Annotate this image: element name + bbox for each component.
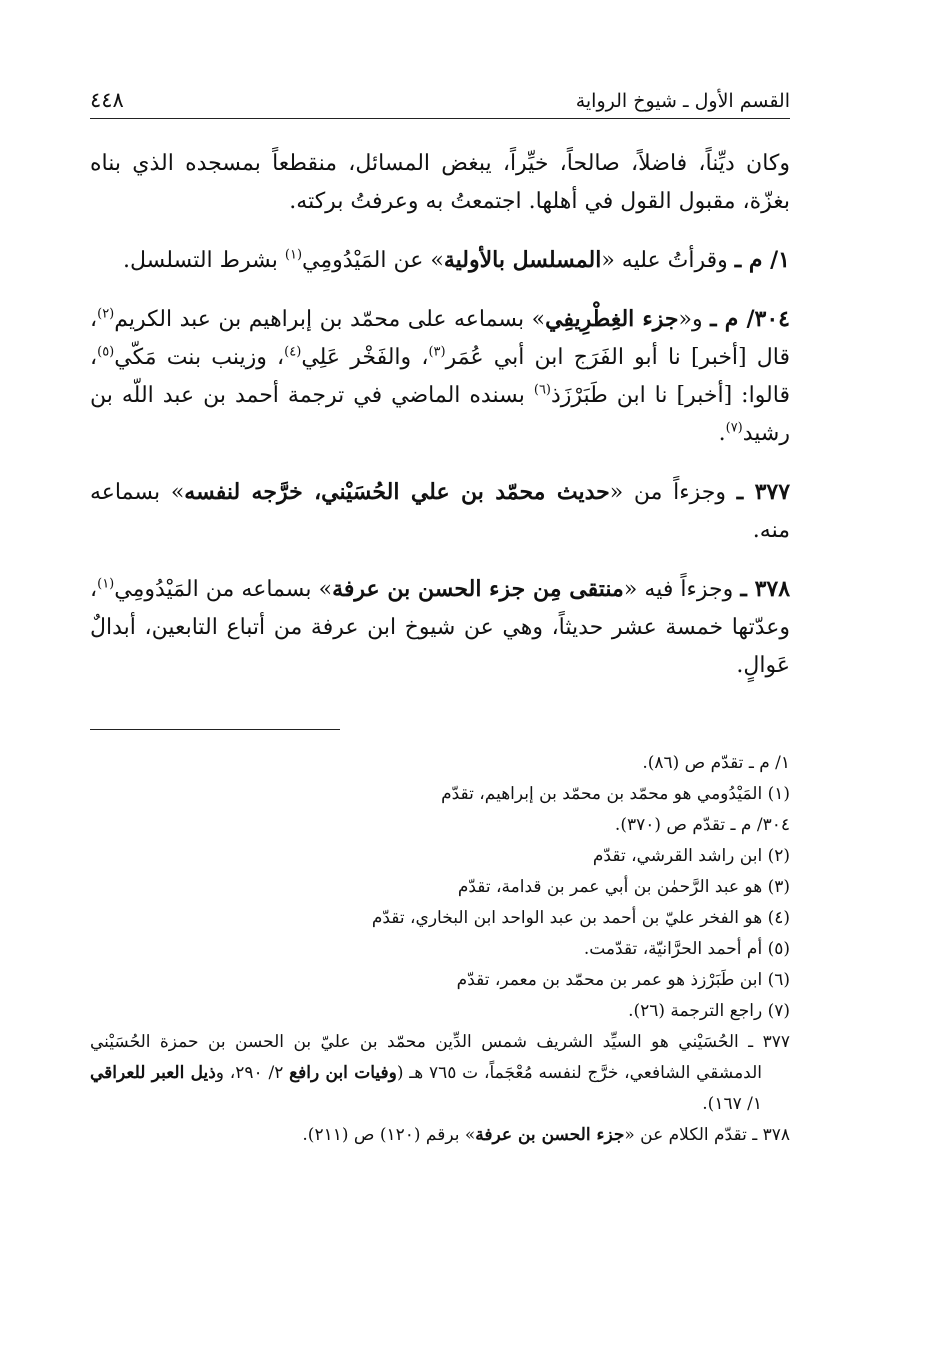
work-title: جزء الغِطْرِيفِي xyxy=(545,306,679,332)
footnote-377 xyxy=(90,1027,790,1120)
footnote: (٣) هو عبد الرَّحمٰن بن أبي عمر بن قدامة، تقدّم xyxy=(457,877,790,897)
entry-377 xyxy=(90,473,790,550)
footnote-378 xyxy=(90,1120,790,1151)
cited-work: جزء الحسن بن عرفة xyxy=(475,1125,625,1145)
footnote: (١) المَيْدُومي هو محمّد بن محمّد بن إبراهيم، تقدّم xyxy=(441,784,790,804)
entry-text: و« xyxy=(678,307,703,332)
footnote-ref: (٤) xyxy=(284,344,302,360)
work-title: المسلسل بالأولية xyxy=(443,247,602,273)
page-number: ٤٤٨ xyxy=(90,88,124,112)
entry-text: » بسماعه منه. xyxy=(90,480,790,543)
entry-text: وجزءاً فيه « xyxy=(623,577,734,602)
cited-work: ذيل العبر للعراقي xyxy=(90,1063,216,1083)
footnote-text: » برقم (١٢٠) ص (٢١١). xyxy=(302,1125,476,1145)
entry-text: ، وعدّتها خمسة عشر حديثاً، وهي عن شيوخ ابن عرفة من أتباع التابعين، أبدالٌ عَوالٍ. xyxy=(90,577,790,678)
work-title: حديث محمّد بن علي الحُسَيْني، خرَّجه لنفسه xyxy=(184,479,610,505)
entry-text: وقرأتُ عليه « xyxy=(601,248,728,273)
footnote-separator xyxy=(90,729,340,730)
entry-text: ، والفَخْر عَلِي xyxy=(301,345,429,370)
entry-text: ، قال [أخبر] نا أبو الفَرَج ابن أبي عُمَر xyxy=(90,307,791,370)
footnote-text: ٢/ ٢٩٠، و xyxy=(215,1063,284,1083)
entry-text: بشرط التسلسل. xyxy=(123,248,278,273)
footnotes xyxy=(90,748,790,1151)
paragraph-biography: وكان ديِّناً، فاضلاً، صالحاً، خيِّراً، يبغض المسائل، منقطعاً بمسجده الذي بناه بغزّة، مقبول القول في أهلها. اجتمعتُ به وعرفتُ بركته. xyxy=(90,151,790,214)
footnote: (٤) هو الفخر عليّ بن أحمد بن عبد الواحد ابن البخاري، تقدّم xyxy=(371,908,790,928)
entry-378 xyxy=(90,570,790,685)
entry-text: . xyxy=(718,421,726,446)
footnote-ref: (٣) xyxy=(428,344,446,360)
main-text xyxy=(90,145,790,685)
entry-number: ١/ م ـ xyxy=(734,247,790,273)
running-header xyxy=(90,88,790,119)
cited-work: وفيات ابن رافع xyxy=(289,1063,397,1083)
footnote: ١/ م ـ تقدّم ص (٨٦). xyxy=(642,753,790,773)
entry-304 xyxy=(90,300,790,453)
entry-text: ، وزينب بنت مَكّي xyxy=(114,345,285,370)
footnote-ref: (٦) xyxy=(533,382,551,398)
entry-text: » بسماعه على محمّد بن إبراهيم بن عبد الكريم xyxy=(114,307,546,332)
footnote-ref: (١) xyxy=(97,576,115,592)
work-title: منتقى مِن جزء الحسن بن عرفة xyxy=(332,576,624,602)
page xyxy=(90,88,790,1151)
entry-text: وجزءاً من « xyxy=(609,480,726,505)
entry-1 xyxy=(90,241,790,280)
entry-number: ٣٠٤/ م ـ xyxy=(710,306,790,332)
footnote-ref: (٧) xyxy=(725,420,743,436)
footnote-text: ٣٧٨ ـ تقدّم الكلام عن « xyxy=(624,1125,790,1145)
footnote-text: ١/ ١٦٧). xyxy=(702,1094,762,1114)
footnote-ref: (٥) xyxy=(97,344,115,360)
entry-number: ٣٧٨ ـ xyxy=(740,576,791,602)
footnote: (٧) راجع الترجمة (٢٦). xyxy=(628,1001,790,1021)
running-title: القسم الأول ـ شيوخ الرواية xyxy=(575,90,790,112)
entry-text: » بسماعه من المَيْدُومِي xyxy=(114,577,333,602)
entry-text: ، قالوا: [أخبر] نا ابن طَبَرْزَذ xyxy=(90,345,790,408)
footnote-ref: (١) xyxy=(284,247,303,263)
footnote: (٢) ابن راشد القرشي، تقدّم xyxy=(592,846,790,866)
footnote: (٥) أم أحمد الحرَّانيّة، تقدّمت. xyxy=(583,939,790,959)
footnote-text: ٣٧٧ ـ الحُسَيْني هو السيِّد الشريف شمس الدِّين محمّد بن عليّ بن الحسن بن حمزة الحُسَيْني الدمشقي الشافعي، خرَّج لنفسه مُعْجَماً، ت ٧٦٥ هـ ( xyxy=(90,1032,790,1083)
entry-text: بسنده الماضي في ترجمة أحمد بن عبد اللّه بن رشيد xyxy=(90,383,790,446)
entry-text: » عن المَيْدُومِي xyxy=(302,248,444,273)
footnote-ref: (٢) xyxy=(97,306,115,322)
entry-number: ٣٧٧ ـ xyxy=(736,479,791,505)
footnote: ٣٠٤/ م ـ تقدّم ص (٣٧٠). xyxy=(614,815,790,835)
footnote: (٦) ابن طَبَرْزذ هو عمر بن محمّد بن معمر، تقدّم xyxy=(456,970,790,990)
